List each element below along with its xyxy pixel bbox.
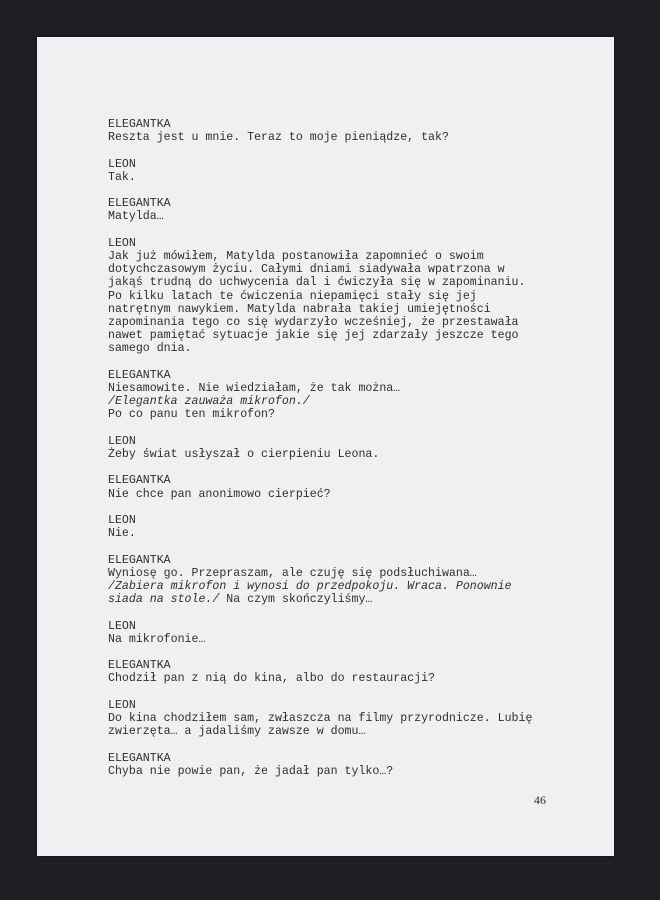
speaker-name: ELEGANTKA (108, 368, 171, 382)
speaker-name: LEON (108, 434, 136, 448)
dialogue-block (108, 659, 568, 685)
dialogue-line: Chodził pan z nią do kina, albo do restauracji? (108, 672, 435, 686)
dialogue-block (108, 514, 568, 540)
speaker-name: LEON (108, 698, 136, 712)
speaker-name: ELEGANTKA (108, 118, 171, 131)
dialogue-block (108, 435, 568, 461)
dialogue-line: Żeby świat usłyszał o cierpieniu Leona. (108, 448, 380, 461)
dialogue-block (108, 158, 568, 184)
stage-direction: /Zabiera mikrofon i wynosi do przedpokoju. Wraca. Ponownie (108, 579, 512, 593)
dialogue-line: Nie chce pan anonimowo cierpieć? (108, 487, 331, 501)
speaker-name: ELEGANTKA (108, 659, 171, 673)
dialogue-line: natrętnym nawykiem. Matylda nabrała takiej umiejętności (108, 302, 491, 316)
dialogue-line: nawet pamiętać sytuacje jakie się jej zdarzały jeszcze tego (108, 329, 519, 343)
dialogue-line: zapominania tego co się wydarzyło wcześniej, że przestawała (108, 316, 519, 329)
dialogue-block (108, 369, 568, 422)
dialogue-line: samego dnia. (108, 342, 192, 356)
dialogue-block (108, 474, 568, 500)
dialogue-block (108, 197, 568, 223)
dialogue-block (108, 620, 568, 646)
speaker-name: LEON (108, 236, 136, 250)
speaker-name: LEON (108, 157, 136, 171)
dialogue-block (108, 554, 568, 607)
dialogue-block (108, 752, 568, 778)
speaker-name: LEON (108, 513, 136, 527)
dialogue-line: Po kilku latach te ćwiczenia niepamięci stały się jej (108, 289, 477, 303)
dialogue-line: Niesamowite. Nie wiedziałam, że tak można… (108, 382, 401, 395)
speaker-name: ELEGANTKA (108, 751, 171, 765)
dialogue-line: Tak. (108, 170, 136, 184)
speaker-name: ELEGANTKA (108, 474, 171, 488)
speaker-name: LEON (108, 619, 136, 633)
speaker-name: ELEGANTKA (108, 553, 171, 567)
dialogue-line: dotychczasowym życiu. Całymi dniami siadywała wpatrzona w (108, 263, 505, 277)
dialogue-line: Chyba nie powie pan, że jadał pan tylko…? (108, 764, 394, 778)
dialogue-block (108, 118, 568, 144)
stage-direction-end: siada na stole./ (108, 593, 220, 607)
dialogue-block (108, 699, 568, 739)
speaker-name: ELEGANTKA (108, 197, 171, 211)
dialogue-line: Wyniosę go. Przepraszam, ale czuję się podsłuchiwana… (108, 566, 477, 580)
dialogue-line: Matylda… (108, 210, 164, 224)
dialogue-line: zwierzęta… a jadaliśmy zawsze w domu… (108, 725, 366, 739)
dialogue-script (108, 118, 568, 791)
stage-direction: /Elegantka zauważa mikrofon./ (108, 395, 310, 409)
dialogue-line: Jak już mówiłem, Matylda postanowiła zapomnieć o swoim (108, 249, 484, 263)
dialogue-line: Reszta jest u mnie. Teraz to moje pieniądze, tak? (108, 131, 449, 145)
dialogue-block (108, 237, 568, 356)
dialogue-line-mixed (108, 593, 568, 606)
dialogue-line: Na mikrofonie… (108, 632, 206, 646)
script-page (37, 37, 614, 856)
dialogue-line: Nie. (108, 527, 136, 541)
dialogue-line-tail: Na czym skończyliśmy… (219, 593, 373, 607)
dialogue-line: Do kina chodziłem sam, zwłaszcza na filmy przyrodnicze. Lubię (108, 711, 533, 725)
page-number: 46 (534, 793, 546, 807)
dialogue-line: jakąś trudną do uchwycenia dal i ćwiczyła się w zapominaniu. (108, 276, 526, 290)
dialogue-line: Po co panu ten mikrofon? (108, 408, 275, 422)
